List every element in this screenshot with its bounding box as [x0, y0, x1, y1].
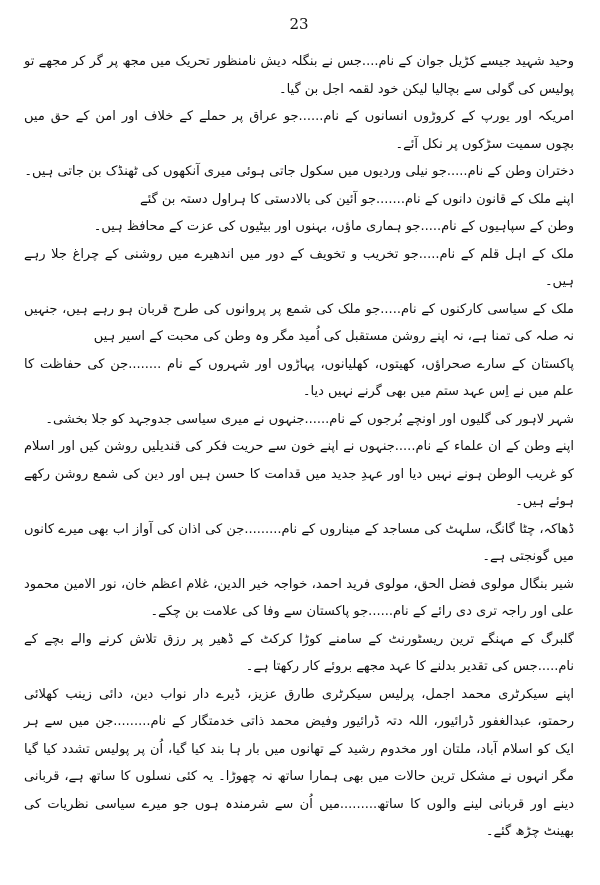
dedication-paragraph: ملک کے اہل قلم کے نام.....جو تخریب و تخویف کے دور میں اندھیرے میں روشنی کے چراغ جلا رہے ہیں۔: [24, 246, 574, 289]
dedication-paragraph: وحید شہید جیسے کڑیل جوان کے نام....جس نے بنگلہ دیش نامنظور تحریک میں مجھ پر گر کر مجھے تو پولیس کی گولی سے بچالیا لیکن خود لقمہ اجل بن گیا۔: [24, 54, 574, 97]
dedication-paragraph: پاکستان کے سارے صحراؤں، کھیتوں، کھلیانوں، پہاڑوں اور شہروں کے نام ........جن کی حفاظت کا علم میں نے اِس عہد ستم میں بھی گرنے نہیں دیا۔: [24, 356, 574, 399]
dedication-paragraph: اپنے ملک کے قانون دانوں کے نام.......جو آئین کی بالادستی کا ہراول دستہ بن گئے: [139, 191, 574, 207]
dedication-paragraph: اپنے سیکرٹری محمد اجمل، پرلیس سیکرٹری طارق عزیز، ڈیرے دار نواب دین، دائی زینب کھلائی رحمتو، عبدالغفور ڈرائیور، اللہ دتہ ڈرائیور وفیض محمد ذاتی خدمتگار کے نام.........جن میں سے ہر ایک کو اسلام آباد، ملتان اور مخدوم رشید کے تھانوں میں بار ہا بند کیا گیا، اُن پر پولیس تشدد کیا گیا مگر انہوں نے مشکل ترین حالات میں بھی ہمارا ساتھ نہ چھوڑا۔ یہ کئی نسلوں کا ساتھ ہے، قربانی دینے اور قربانی لینے والوں کا ساتھ.........میں اُن سے شرمندہ ہوں جو میرے سیاسی نظریات کی بھینٹ چڑھ گئے۔: [24, 686, 574, 839]
dedication-paragraph: ڈھاکہ، چٹا گانگ، سلہٹ کی مساجد کے میناروں کے نام.........جن کی اذان کی آواز اب بھی میرے کانوں میں گونجتی ہے۔: [24, 521, 574, 564]
page-number: 23: [289, 15, 309, 33]
dedication-paragraph: اپنے وطن کے ان علماء کے نام.....جنہوں نے اپنے خون سے حریت فکر کی قندیلیں روشن کیں اور اسلام کو غریب الوطن ہونے نہیں دیا اور عہدِ جدید میں قدامت کا حسن ہیں اور دین کی شمع روشن رکھے ہوئے ہیں۔: [24, 439, 574, 509]
dedication-paragraph: شہر لاہور کی گلیوں اور اونچے بُرجوں کے نام......جنہوں نے میری سیاسی جدوجہد کو جلا بخشی۔: [45, 411, 574, 427]
dedication-paragraph: شیر بنگال مولوی فضل الحق، مولوی فرید احمد، خواجہ خیر الدین، غلام اعظم خان، نور الامین محمود علی اور راجہ تری دی رائے کے نام......جو پاکستان سے وفا کی علامت بن چکے۔: [24, 576, 574, 619]
dedication-paragraph: گلبرگ کے مہنگے ترین ریسٹورنٹ کے سامنے کوڑا کرکٹ کے ڈھیر پر رزق تلاش کرنے والے بچے کے نام.....جس کی تقدیر بدلنے کا عہد مجھے بروئے کار رکھتا ہے۔: [24, 631, 574, 674]
dedication-paragraph: وطن کے سپاہیوں کے نام.....جو ہماری ماؤں، بہنوں اور بیٹیوں کی عزت کے محافظ ہیں۔: [93, 219, 574, 234]
dedication-paragraph: ملک کے سیاسی کارکنوں کے نام.....جو ملک کی شمع پر پروانوں کی طرح قربان ہو رہے ہیں، جنہیں نہ صلہ کی تمنا ہے، نہ اپنے روشن مستقبل کی اُمید مگر وہ وطن کی محبت کے اسیر ہیں: [24, 301, 574, 344]
dedication-paragraph: دختران وطن کے نام.....جو نیلی وردیوں میں سکول جاتی ہوئی میری آنکھوں کی ٹھنڈک بن جاتی ہیں۔: [24, 164, 574, 179]
dedication-paragraph: امریکہ اور یورپ کے کروڑوں انسانوں کے نام......جو عراق پر حملے کے خلاف اور امن کے حق میں بچوں سمیت سڑکوں پر نکل آئے۔: [24, 109, 574, 152]
dedication-text: [24, 48, 574, 846]
